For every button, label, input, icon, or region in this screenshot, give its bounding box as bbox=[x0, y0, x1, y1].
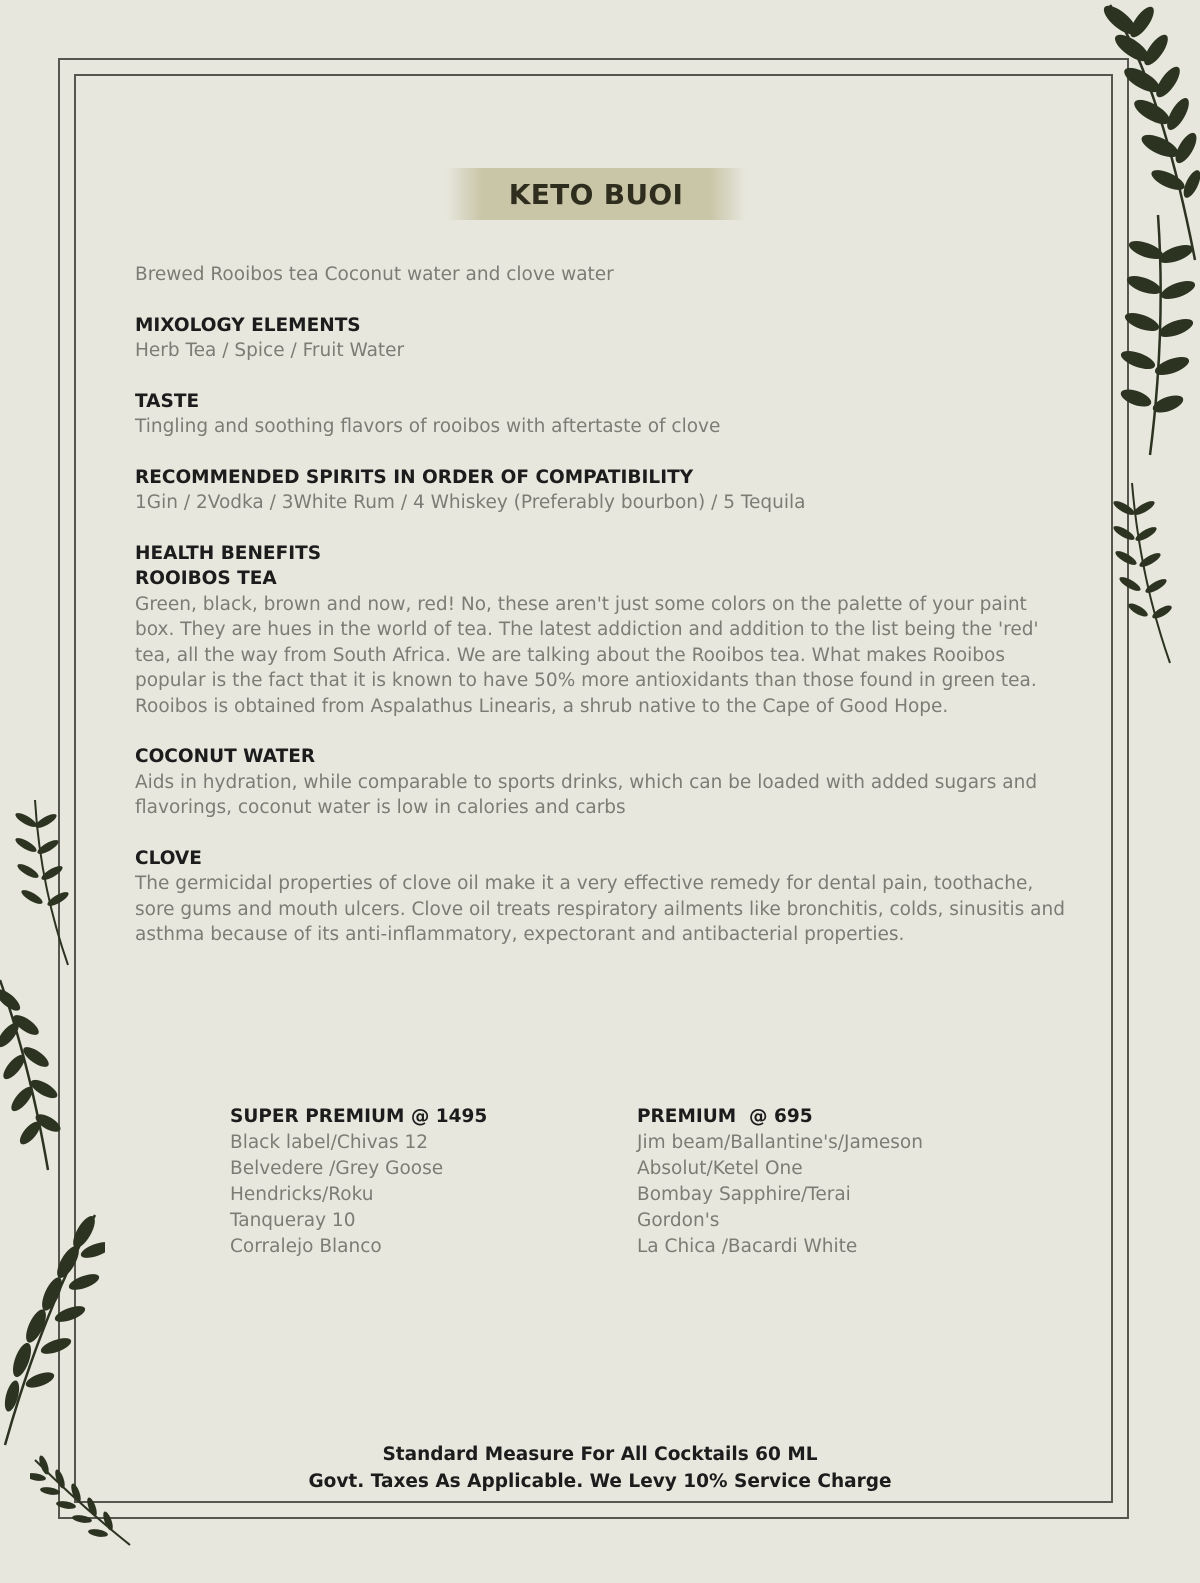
coconut-text: Aids in hydration, while comparable to sports drinks, which can be loaded with added sugars and flavorings, coconut water is low in calories and carbs bbox=[135, 771, 1038, 818]
premium-column bbox=[637, 1104, 923, 1260]
premium-item: Bombay Sapphire/Terai bbox=[637, 1184, 851, 1205]
fern-left-middle-icon bbox=[0, 975, 70, 1175]
title-plate bbox=[446, 168, 746, 220]
super-premium-column bbox=[230, 1104, 487, 1260]
spirits-heading: RECOMMENDED SPIRITS IN ORDER OF COMPATIBILITY bbox=[135, 466, 694, 488]
footer-tax-note: Govt. Taxes As Applicable. We Levy 10% Service Charge bbox=[308, 1471, 892, 1492]
premium-item: Absolut/Ketel One bbox=[637, 1158, 803, 1179]
fern-left-upper-icon bbox=[10, 795, 80, 970]
menu-title: KETO BUOI bbox=[508, 177, 684, 211]
premium-item: Gordon's bbox=[637, 1210, 720, 1231]
premium-item: Jim beam/Ballantine's/Jameson bbox=[637, 1132, 923, 1153]
premium-item: La Chica /Bacardi White bbox=[637, 1236, 858, 1257]
premium-heading: PREMIUM @ 695 bbox=[637, 1106, 813, 1127]
super-premium-heading: SUPER PREMIUM @ 1495 bbox=[230, 1106, 488, 1127]
rooibos-text: Green, black, brown and now, red! No, these aren't just some colors on the palette of your paint box. They are hues in the world of tea. The latest addiction and addition to the list being the 'red' tea, all the way from South Africa. We are talking about the Rooibos tea. What makes Rooibos popular is the fact that it is known to have 50% more antioxidants than those found in green tea. Rooibos is obtained from Aspalathus Linearis, a shrub native to the Cape of Good Hope. bbox=[135, 593, 1039, 717]
super-premium-item: Corralejo Blanco bbox=[230, 1236, 382, 1257]
mixology-text: Herb Tea / Spice / Fruit Water bbox=[135, 340, 405, 361]
fern-right-lower-icon bbox=[1110, 478, 1190, 668]
health-benefits-heading: HEALTH BENEFITS bbox=[135, 542, 322, 564]
super-premium-item: Black label/Chivas 12 bbox=[230, 1132, 429, 1153]
fern-right-middle-icon bbox=[1110, 210, 1200, 460]
taste-text: Tingling and soothing flavors of rooibos with aftertaste of clove bbox=[135, 416, 721, 437]
clove-text: The germicidal properties of clove oil make it a very effective remedy for dental pain, toothache, sore gums and mouth ulcers. Clove oil treats respiratory ailments like bronchitis, colds, sinusitis and asthma because of its anti-inflammatory, expectorant and antibacterial properties. bbox=[135, 873, 1065, 945]
super-premium-item: Tanqueray 10 bbox=[230, 1210, 356, 1231]
fern-left-lower-icon bbox=[0, 1210, 105, 1450]
super-premium-item: Belvedere /Grey Goose bbox=[230, 1158, 444, 1179]
spirits-text: 1Gin / 2Vodka / 3White Rum / 4 Whiskey (Preferably bourbon) / 5 Tequila bbox=[135, 492, 806, 513]
coconut-heading: COCONUT WATER bbox=[135, 746, 316, 767]
rooibos-heading: ROOIBOS TEA bbox=[135, 568, 277, 589]
super-premium-item: Hendricks/Roku bbox=[230, 1184, 374, 1205]
mixology-heading: MIXOLOGY ELEMENTS bbox=[135, 314, 361, 336]
fern-bottom-left-icon bbox=[30, 1455, 140, 1550]
taste-heading: TASTE bbox=[135, 390, 200, 412]
drink-description bbox=[135, 262, 1070, 948]
intro-text: Brewed Rooibos tea Coconut water and clove water bbox=[135, 264, 614, 285]
footer-measure-note: Standard Measure For All Cocktails 60 ML bbox=[382, 1444, 818, 1465]
clove-heading: CLOVE bbox=[135, 847, 202, 869]
